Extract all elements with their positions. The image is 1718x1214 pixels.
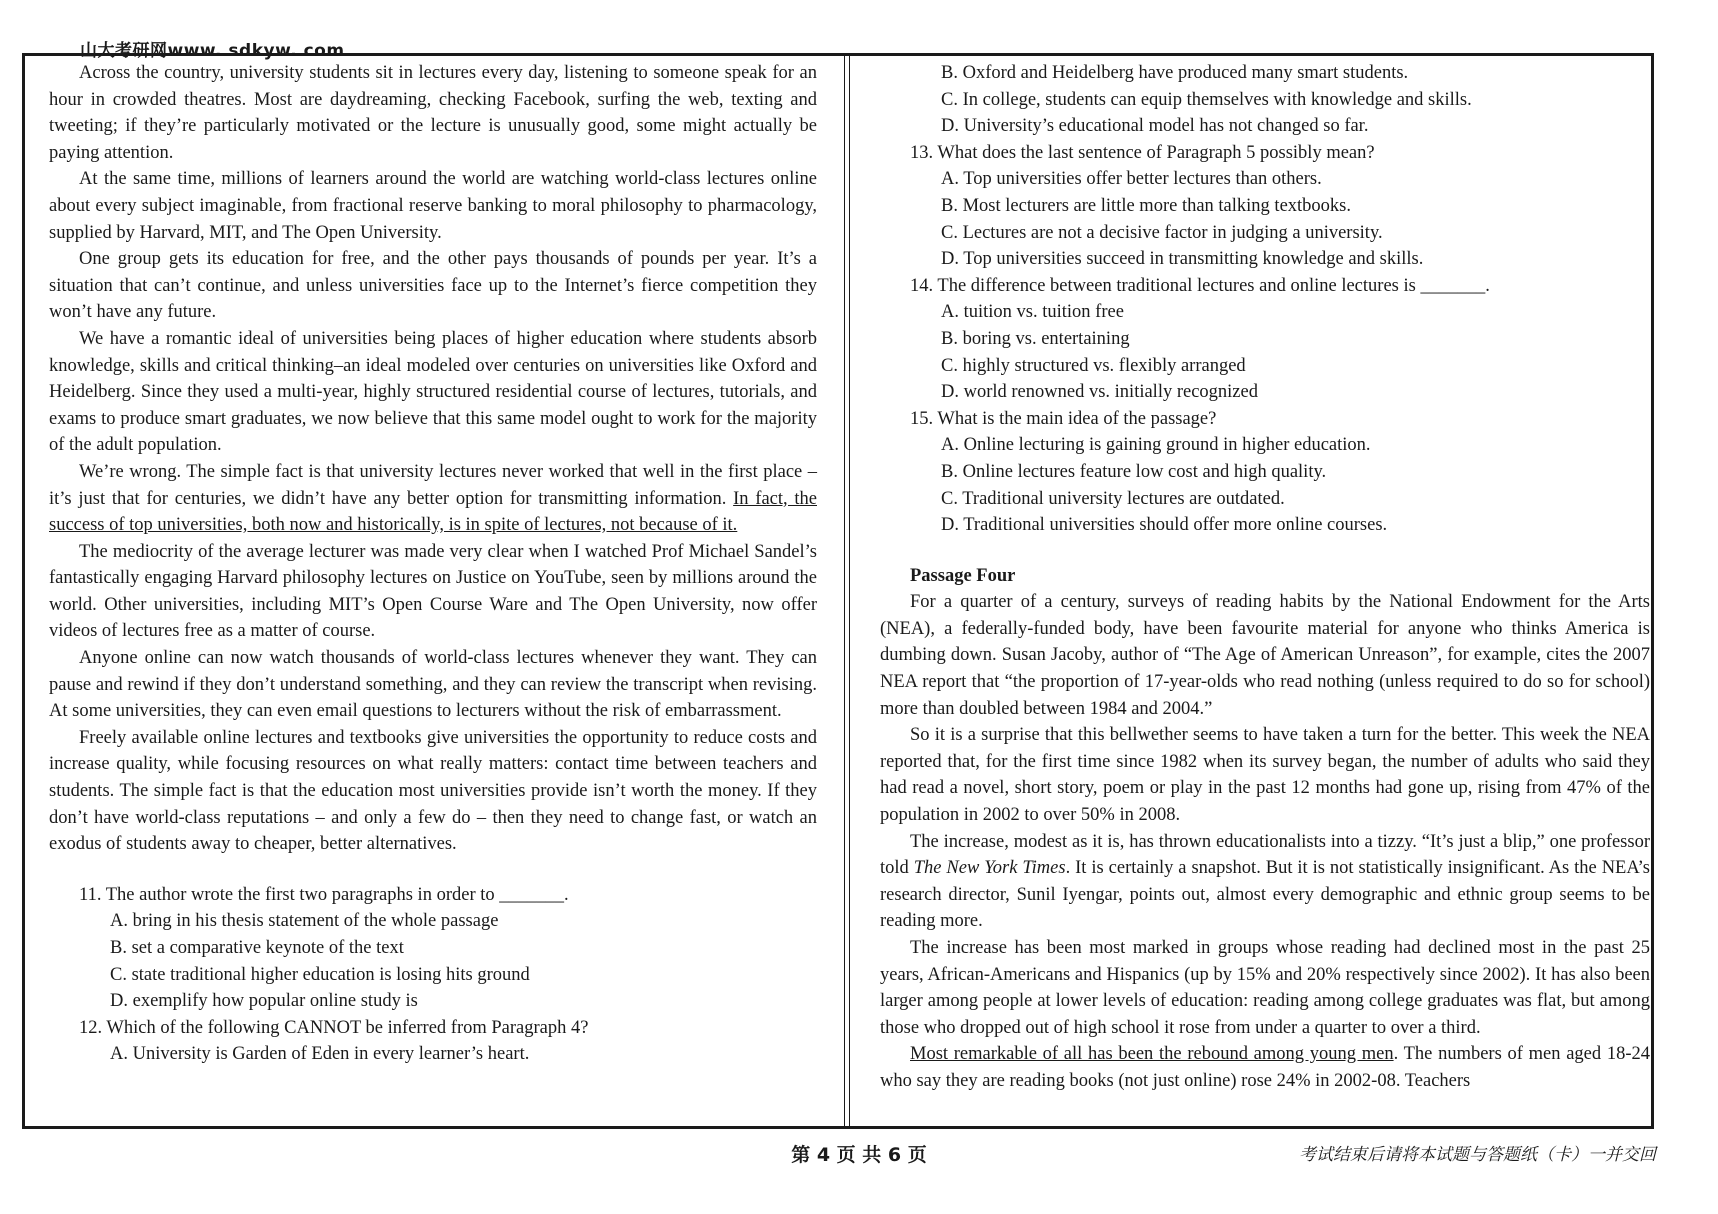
question-12: [49, 1015, 817, 1068]
passage-paragraph: For a quarter of a century, surveys of reading habits by the National Endowment for the Arts (NEA), a federally-funded body, have been favourite material for anyone who thinks America is dumbing down. Susan Jacoby, author of “The Age of American Unreason”, for example, cites the 2007 NEA report that “the proportion of 17-year-olds who read nothing (unless required to do so for school) more than doubled between 1984 and 2004.”: [880, 592, 1650, 719]
question-option: C. Lectures are not a decisive factor in judging a university.: [941, 222, 1383, 243]
question-stem: 12. Which of the following CANNOT be inferred from Paragraph 4?: [79, 1017, 589, 1038]
question-option: B. Oxford and Heidelberg have produced many smart students.: [941, 63, 1409, 83]
question-option: D. University’s educational model has not changed so far.: [941, 116, 1369, 137]
question-stem: 14. The difference between traditional lectures and online lectures is _______.: [910, 275, 1490, 296]
question-option: B. Most lecturers are little more than talking textbooks.: [941, 195, 1351, 216]
question-option: A. Top universities offer better lectures than others.: [941, 169, 1322, 190]
question-option: A. tuition vs. tuition free: [941, 302, 1124, 323]
passage-paragraph: The mediocrity of the average lecturer was made very clear when I watched Prof Michael Sandel’s fantastically engaging Harvard philosophy lectures on Justice on YouTube, seen by millions around the world. Other universities, including MIT’s Open Course Ware and The Open University, now offer videos of lectures free as a matter of course.: [49, 541, 817, 642]
right-column: [880, 60, 1650, 1095]
question-15: [880, 406, 1650, 539]
passage-paragraph: Freely available online lectures and textbooks give universities the opportunity to reduce costs and increase quality, while focusing resources on what really matters: contact time between teachers and students. The simple fact is that the education most universities provide isn’t worth the money. If they don’t have world-class reputations – and only a few do – then they need to change fast, or watch an exodus of students away to cheaper, better alternatives.: [49, 727, 817, 855]
paragraph-text: . It is certainly a snapshot. But it is not statistically insignificant. As the NEA’s research director, Sunil Iyengar, points out, almost every demographic and ethnic group seems to be reading more.: [880, 858, 1651, 932]
passage-paragraph: At the same time, millions of learners around the world are watching world-class lectures online about every subject imaginable, from fractional reserve banking to moral philosophy to pharmacology, supplied by Harvard, MIT, and The Open University.: [49, 169, 817, 243]
question-14: [880, 273, 1650, 406]
question-stem: 13. What does the last sentence of Paragraph 5 possibly mean?: [910, 142, 1375, 163]
spacer: [880, 539, 1650, 563]
question-13: [880, 140, 1650, 273]
passage-title: Passage Four: [910, 565, 1016, 586]
passage-paragraph: One group gets its education for free, and the other pays thousands of pounds per year. It’s a situation that can’t continue, and unless universities face up to the Internet’s fierce competition they won’t have any future.: [49, 249, 817, 323]
question-option: A. University is Garden of Eden in every learner’s heart.: [110, 1044, 530, 1065]
passage-paragraph: The increase has been most marked in groups whose reading had declined most in the past 25 years, African-Americans and Hispanics (up by 15% and 20% respectively since 2002). It has also been larger among people at lower levels of education: reading among college graduates was flat, but among those who dropped out of high school it rose from under a quarter to over a third.: [880, 938, 1650, 1038]
spacer: [49, 858, 817, 882]
question-option: B. boring vs. entertaining: [941, 328, 1130, 349]
question-stem: 15. What is the main idea of the passage?: [910, 408, 1217, 429]
question-option: D. Top universities succeed in transmitting knowledge and skills.: [941, 249, 1424, 270]
question-option: A. bring in his thesis statement of the whole passage: [110, 911, 499, 932]
question-option: C. In college, students can equip themselves with knowledge and skills.: [941, 89, 1472, 110]
question-option: B. Online lectures feature low cost and high quality.: [941, 461, 1327, 482]
question-option: C. Traditional university lectures are outdated.: [941, 488, 1285, 509]
passage-paragraph: [880, 829, 1650, 935]
passage-paragraph: [49, 459, 817, 539]
underlined-sentence: Most remarkable of all has been the rebound among young men: [910, 1044, 1394, 1065]
footer-instruction: 考试结束后请将本试题与答题纸（卡）一并交回: [1299, 1145, 1656, 1165]
question-option: B. set a comparative keynote of the text: [110, 938, 404, 958]
question-option: D. exemplify how popular online study is: [110, 991, 418, 1012]
paragraph-text: We’re wrong. The simple fact is that university lectures never worked that well in the first place – it’s just that for centuries, we didn’t have any better option for transmitting information.: [49, 461, 817, 509]
newspaper-title: The New York Times: [913, 858, 1066, 879]
question-option: C. state traditional higher education is losing hits ground: [110, 964, 530, 985]
passage-paragraph: [880, 1041, 1650, 1094]
question-option: D. Traditional universities should offer more online courses.: [941, 515, 1388, 536]
passage-paragraph: So it is a surprise that this bellwether seems to have taken a turn for the better. This week the NEA reported that, for the first time since 1982 when its survey began, the number of adults who said they had read a novel, short story, poem or play in the past 12 months had gone up, rising from 47% of the population in 2002 to over 50% in 2008.: [880, 725, 1650, 826]
question-option: A. Online lecturing is gaining ground in higher education.: [941, 435, 1371, 456]
left-column: [49, 60, 817, 1068]
paragraph-text: The increase, modest as it is, has thrown educationalists into a tizzy. “It’s just a blip,” one professor told: [880, 831, 1650, 879]
underlined-sentence: In fact, the success of top universities, both now and historically, is in spite of lectures, not because of it.: [49, 488, 817, 536]
passage-paragraph: Anyone online can now watch thousands of world-class lectures whenever they want. They can pause and rewind if they don’t understand something, and they can review the transcript when revising. At some universities, they can even email questions to lecturers without the risk of embarrassment.: [49, 648, 817, 722]
question-11: [49, 882, 817, 1015]
passage-paragraph: We have a romantic ideal of universities being places of higher education where students absorb knowledge, skills and critical thinking–an ideal modeled over centuries on universities like Oxford and Heidelberg. Since they used a multi-year, highly structured residential course of lectures, tutorials, and exams to produce smart graduates, we now believe that this same model ought to work for the majority of the adult population.: [49, 328, 817, 456]
question-12-continued: [880, 60, 1650, 140]
page-number: 第 4 页 共 6 页: [791, 1144, 927, 1166]
paragraph-text: . The numbers of men aged 18-24 who say they are reading books (not just online) rose 24% in 2002-08. Teachers: [880, 1044, 1650, 1091]
question-stem: 11. The author wrote the first two paragraphs in order to _______.: [79, 884, 569, 905]
site-watermark: 山大考研网www. sdkyw. com: [80, 41, 345, 61]
passage-paragraph: Across the country, university students sit in lectures every day, listening to someone speak for an hour in crowded theatres. Most are daydreaming, checking Facebook, surfing the web, texting and tweeting; if they’re particularly motivated or the lecture is unusually good, some might actually be paying attention.: [49, 63, 817, 163]
column-divider-inner: [849, 56, 850, 1126]
question-option: C. highly structured vs. flexibly arranged: [941, 355, 1246, 376]
column-divider: [844, 56, 845, 1126]
question-option: D. world renowned vs. initially recognized: [941, 382, 1258, 403]
